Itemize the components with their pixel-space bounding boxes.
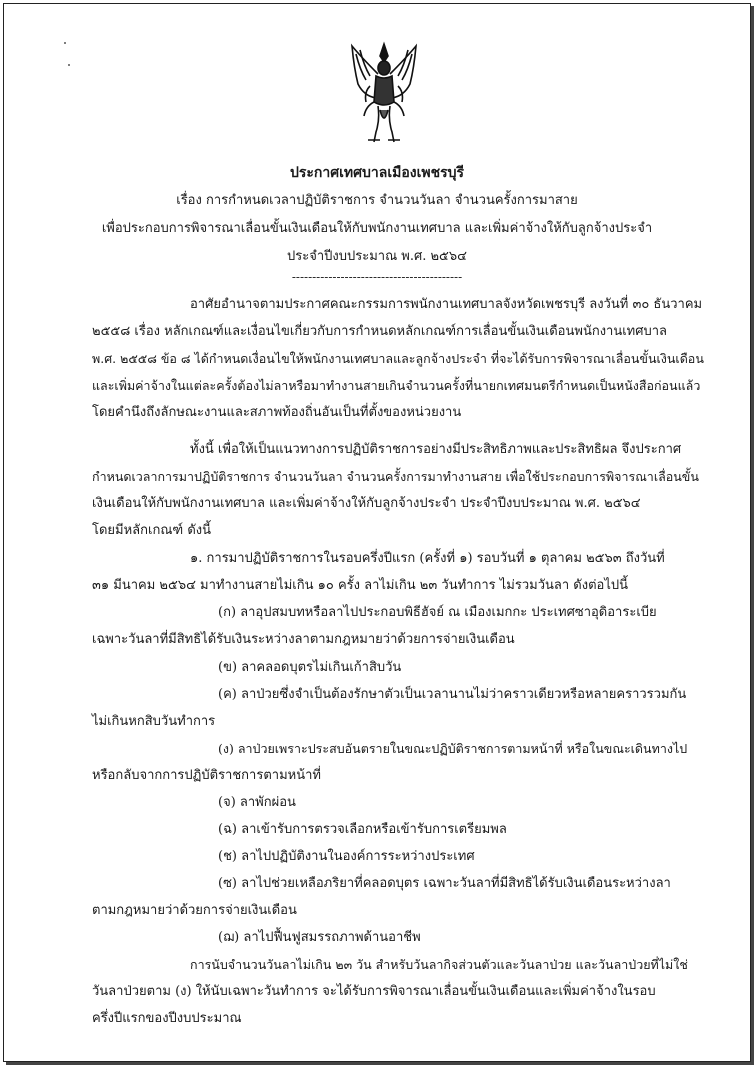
body-line: (ง) ลาป่วยเพราะประสบอันตรายในขณะปฏิบัติราชการตามหน้าที่ หรือในขณะเดินทางไป [218, 741, 688, 756]
body-line: โดยมีหลักเกณฑ์ ดังนี้ [92, 523, 211, 538]
document-subject-line-2: เพื่อประกอบการพิจารณาเลื่อนขั้นเงินเดือนให้กับพนักงานเทศบาล และเพิ่มค่าจ้างให้กับลูกจ้างประจำ [101, 221, 653, 236]
body-line: (ก) ลาอุปสมบทหรือลาไปประกอบพิธีฮัจย์ ณ เมืองเมกกะ ประเทศซาอุดิอาระเบีย [218, 605, 657, 620]
body-line: ครึ่งปีแรกของปีงบประมาณ [92, 1011, 242, 1026]
body-line: (ค) ลาป่วยซึ่งจำเป็นต้องรักษาตัวเป็นเวลานานไม่ว่าคราวเดียวหรือหลายคราวรวมกัน [218, 687, 687, 702]
body-line: ๓๑ มีนาคม ๒๕๖๔ มาทำงานสายไม่เกิน ๑๐ ครั้ง ลาไม่เกิน ๒๓ วันทำการ ไม่รวมวันลา ดังต่อไปนี้ [92, 578, 628, 593]
body-line: อาศัยอำนาจตามประกาศคณะกรรมการพนักงานเทศบาลจังหวัดเพชรบุรี ลงวันที่ ๓๐ ธันวาคม [190, 297, 703, 312]
body-line: (ฉ) ลาเข้ารับการตรวจเลือกหรือเข้ารับการเตรียมพล [218, 822, 507, 837]
body-line: (ข) ลาคลอดบุตรไม่เกินเก้าสิบวัน [218, 660, 402, 675]
body-line: กำหนดเวลาการมาปฏิบัติราชการ จำนวนวันลา จำนวนครั้งการมาทำงานสาย เพื่อใช้ประกอบการพิจารณาเลื่อนขั้น [92, 469, 699, 484]
garuda-emblem [344, 40, 424, 150]
body-line: การนับจำนวนวันลาไม่เกิน ๒๓ วัน สำหรับวันลากิจส่วนตัวและวันลาป่วย และวันลาป่วยที่ไม่ใช่ [190, 957, 688, 972]
body-line: (ช) ลาไปปฏิบัติงานในองค์การระหว่างประเทศ [218, 849, 475, 864]
body-line: ตามกฎหมายว่าด้วยการจ่ายเงินเดือน [92, 903, 297, 918]
body-line: และเพิ่มค่าจ้างในแต่ละครั้งต้องไม่ลาหรือมาทำงานสายเกินจำนวนครั้งที่นายกเทศมนตรีกำหนดเป็นหนังสือก่อนแล้ว [92, 378, 701, 393]
body-line: พ.ศ. ๒๕๕๘ ข้อ ๘ ได้กำหนดเงื่อนไขให้พนักงานเทศบาลและลูกจ้างประจำ ที่จะได้รับการพิจารณาเลื่อนขั้นเงินเดือน [92, 351, 704, 366]
document-subject-line-3: ประจำปีงบประมาณ พ.ศ. ๒๕๖๔ [287, 249, 467, 264]
body-line: (ซ) ลาไปช่วยเหลือภริยาที่คลอดบุตร เฉพาะวันลาที่มีสิทธิได้รับเงินเดือนระหว่างลา [218, 876, 671, 891]
body-line: ไม่เกินหกสิบวันทำการ [92, 714, 216, 729]
body-line: ๑. การมาปฏิบัติราชการในรอบครึ่งปีแรก (ครั้งที่ ๑) รอบวันที่ ๑ ตุลาคม ๒๕๖๓ ถึงวันที่ [190, 551, 665, 566]
document-page [3, 3, 751, 1062]
document-subject: เรื่อง การกำหนดเวลาปฏิบัติราชการ จำนวนวันลา จำนวนครั้งการมาสาย [176, 193, 578, 208]
body-line: เฉพาะวันลาที่มีสิทธิได้รับเงินระหว่างลาตามกฎหมายว่าด้วยการจ่ายเงินเดือน [92, 632, 515, 647]
body-line: เงินเดือนให้กับพนักงานเทศบาล และเพิ่มค่าจ้างให้กับลูกจ้างประจำ ประจำปีงบประมาณ พ.ศ. ๒๕๖๔ [92, 496, 641, 511]
body-line: วันลาป่วยตาม (ง) ให้นับเฉพาะวันทำการ จะได้รับการพิจารณาเลื่อนขั้นเงินเดือนและเพิ่มค่าจ้างในรอบ [92, 984, 656, 999]
body-line: ทั้งนี้ เพื่อให้เป็นแนวทางการปฏิบัติราชการอย่างมีประสิทธิภาพและประสิทธิผล จึงประกาศ [190, 442, 682, 457]
body-line: โดยคำนึงถึงลักษณะงานและสภาพท้องถิ่นอันเป็นที่ตั้งของหน่วยงาน [92, 405, 462, 420]
scan-speck [64, 42, 66, 44]
body-line: ๒๕๕๘ เรื่อง หลักเกณฑ์และเงื่อนไขเกี่ยวกับการกำหนดหลักเกณฑ์การเลื่อนขั้นเงินเดือนพนักงานเทศบาล [92, 324, 668, 339]
body-line: หรือกลับจากการปฏิบัติราชการตามหน้าที่ [92, 768, 321, 783]
body-line: (ฌ) ลาไปฟื้นฟูสมรรถภาพด้านอาชีพ [218, 930, 421, 945]
body-line: (จ) ลาพักผ่อน [218, 795, 296, 810]
header-divider: ------------------------------------------ [291, 270, 463, 284]
document-title: ประกาศเทศบาลเมืองเพชรบุรี [289, 165, 465, 181]
scan-speck [68, 64, 70, 66]
